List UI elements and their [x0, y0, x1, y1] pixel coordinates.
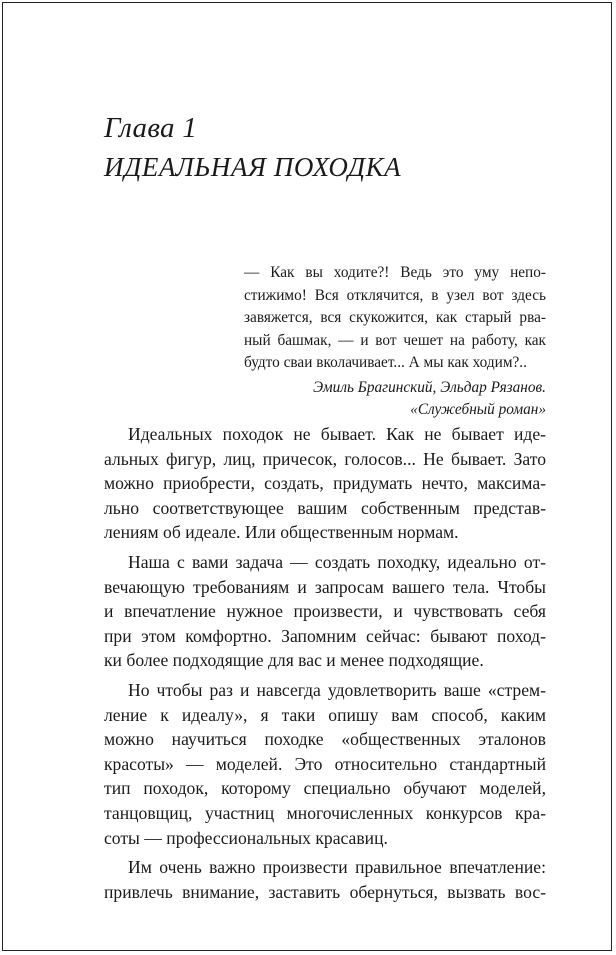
text-line: соты — профессиональных красавиц.: [104, 827, 388, 848]
text-line: льно соответствующее вашим собственным представ-: [104, 497, 546, 518]
text-line: красоты» — моделей. Это относительно стандартный: [104, 753, 546, 774]
epigraph-line: завяжется, вся скукожится, как старый рва-: [244, 309, 546, 327]
text-line: альных фигур, лиц, причесок, голосов... Не бывает. Зато: [104, 448, 546, 469]
text-line: и впечатление нужное произвести, и чувствовать себя: [104, 601, 546, 622]
paragraph: [104, 855, 546, 904]
text-line: при этом комфортно. Запомним сейчас: бывают поход-: [104, 625, 546, 646]
text-line: ление к идеалу», я таки опишу вам способ, каким: [104, 704, 546, 725]
epigraph-quote: [244, 262, 546, 375]
chapter-title: ИДЕАЛЬНАЯ ПОХОДКА: [104, 152, 402, 182]
paragraph: [104, 678, 546, 850]
text-line: можно приобрести, создать, придумать нечто, максима-: [104, 473, 546, 494]
text-line: привлечь внимание, заставить обернуться, вызвать вос-: [104, 881, 546, 902]
epigraph: [244, 262, 546, 421]
text-line: Идеальных походок не бывает. Как не бывает иде-: [128, 424, 546, 444]
text-line: тип походок, которому специально обучают моделей,: [104, 778, 546, 799]
epigraph-attribution: [244, 377, 546, 421]
text-line: Но чтобы раз и навсегда удовлетворить ваше «стрем-: [128, 679, 546, 700]
text-line: лениям об идеале. Или общественным нормам.: [104, 522, 459, 543]
paragraph: [104, 550, 546, 673]
epigraph-work-title: «Служебный роман»: [410, 400, 546, 418]
paragraph: [104, 422, 546, 545]
text-line: Им очень важно произвести правильное впечатление:: [128, 857, 546, 878]
epigraph-line: будто сваи вколачивает... А мы как ходим?..: [244, 354, 527, 372]
epigraph-line: ный башмак, — и вот чешет на работу, как: [244, 331, 546, 349]
text-line: ки более подходящие для вас и менее подходящие.: [104, 650, 484, 671]
text-line: вечающую требованиям и запросам вашего тела. Чтобы: [104, 576, 546, 597]
chapter-number: Глава 1: [104, 112, 198, 144]
epigraph-authors: Эмиль Брагинский, Эльдар Рязанов.: [313, 378, 546, 396]
text-line: можно научиться походке «общественных эталонов: [104, 729, 546, 750]
text-line: Наша с вами задача — создать походку, идеально от-: [128, 551, 546, 572]
body-text: [104, 422, 546, 909]
text-line: танцовщиц, участниц многочисленных конкурсов кра-: [104, 802, 546, 823]
epigraph-line: стижимо! Вся отклячится, в узел вот здесь: [244, 286, 546, 304]
epigraph-line: — Как вы ходите?! Ведь это уму непо-: [244, 264, 546, 281]
